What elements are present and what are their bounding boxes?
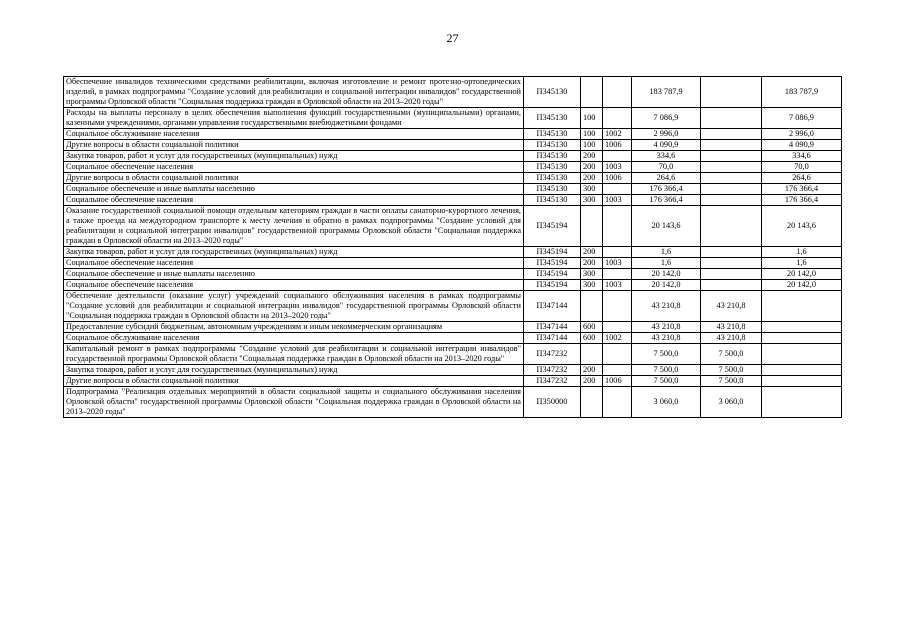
row-amount-3-cell: 4 090,9: [762, 140, 842, 151]
row-expense-type-cell: 300: [581, 195, 603, 206]
row-amount-3-cell: 176 366,4: [762, 195, 842, 206]
row-code-cell: П345130: [524, 173, 581, 184]
row-expense-type-cell: 300: [581, 269, 603, 280]
row-name-cell: Закупка товаров, работ и услуг для государственных (муниципальных) нужд: [64, 247, 524, 258]
row-code-cell: П345194: [524, 206, 581, 247]
row-amount-2-cell: [701, 77, 762, 108]
row-amount-2-cell: 3 060,0: [701, 387, 762, 418]
row-total-cell: 43 210,8: [632, 322, 701, 333]
table-row: [64, 291, 842, 322]
table-row: [64, 258, 842, 269]
row-section-cell: [603, 77, 632, 108]
row-name-cell: Закупка товаров, работ и услуг для государственных (муниципальных) нужд: [64, 365, 524, 376]
table-row: [64, 184, 842, 195]
row-total-cell: 7 500,0: [632, 365, 701, 376]
table-row: [64, 376, 842, 387]
row-section-cell: 1002: [603, 333, 632, 344]
row-expense-type-cell: 200: [581, 365, 603, 376]
row-expense-type-cell: [581, 344, 603, 365]
row-code-cell: П347232: [524, 344, 581, 365]
row-amount-2-cell: 43 210,8: [701, 291, 762, 322]
row-section-cell: [603, 291, 632, 322]
row-name-cell: Обеспечение инвалидов техническими средствами реабилитации, включая изготовление и ремонт протезно-ортопедических изделий, в рамках подпрограммы "Создание условий для реабилитации и социальной интеграции инвалидов" государственной программы Орловской области "Социальная поддержка граждан в Орловской области на 2013–2020 годы": [64, 77, 524, 108]
row-name-cell: Другие вопросы в области социальной политики: [64, 140, 524, 151]
table-row: [64, 108, 842, 129]
row-total-cell: 7 500,0: [632, 376, 701, 387]
row-section-cell: 1003: [603, 195, 632, 206]
row-amount-2-cell: 43 210,8: [701, 333, 762, 344]
row-section-cell: [603, 247, 632, 258]
row-section-cell: [603, 387, 632, 418]
row-amount-3-cell: 70,0: [762, 162, 842, 173]
row-expense-type-cell: 200: [581, 247, 603, 258]
row-total-cell: 20 142,0: [632, 280, 701, 291]
row-expense-type-cell: [581, 291, 603, 322]
row-expense-type-cell: 100: [581, 108, 603, 129]
row-total-cell: 4 090,9: [632, 140, 701, 151]
table-row: [64, 77, 842, 108]
table-row: [64, 151, 842, 162]
row-expense-type-cell: 200: [581, 258, 603, 269]
row-amount-3-cell: 1,6: [762, 258, 842, 269]
row-amount-2-cell: [701, 184, 762, 195]
row-amount-3-cell: [762, 322, 842, 333]
row-expense-type-cell: 300: [581, 184, 603, 195]
row-amount-3-cell: [762, 333, 842, 344]
row-section-cell: 1003: [603, 280, 632, 291]
row-amount-2-cell: 7 500,0: [701, 365, 762, 376]
row-expense-type-cell: 200: [581, 162, 603, 173]
row-code-cell: П345130: [524, 77, 581, 108]
row-expense-type-cell: 200: [581, 173, 603, 184]
row-amount-2-cell: [701, 247, 762, 258]
row-name-cell: Оказание государственной социальной помощи отдельным категориям граждан в части оплаты санаторно-курортного лечения, а также проезда на междугородном транспорте к месту лечения и обратно в рамках подпрограммы "Создание условий для реабилитации и социальной интеграции инвалидов" государственной программы Орловской области "Социальная поддержка граждан в Орловской области на 2013–2020 годы": [64, 206, 524, 247]
table-row: [64, 344, 842, 365]
row-section-cell: [603, 184, 632, 195]
row-code-cell: П345130: [524, 140, 581, 151]
row-amount-3-cell: [762, 344, 842, 365]
table-row: [64, 333, 842, 344]
row-name-cell: Социальное обеспечение населения: [64, 280, 524, 291]
row-expense-type-cell: [581, 387, 603, 418]
row-amount-2-cell: [701, 195, 762, 206]
table-row: [64, 322, 842, 333]
row-amount-3-cell: 2 996,0: [762, 129, 842, 140]
row-name-cell: Капитальный ремонт в рамках подпрограммы "Создание условий для реабилитации и социальной интеграции инвалидов" государственной программы Орловской области "Социальная поддержка граждан в Орловской области на 2013–2020 годы": [64, 344, 524, 365]
row-total-cell: 3 060,0: [632, 387, 701, 418]
row-amount-2-cell: 7 500,0: [701, 344, 762, 365]
row-total-cell: 264,6: [632, 173, 701, 184]
row-name-cell: Подпрограмма "Реализация отдельных мероприятий в области социальной защиты и социального обслуживания населения Орловской области" государственной программы Орловской области "Социальная поддержка граждан в Орловской области на 2013–2020 годы": [64, 387, 524, 418]
row-expense-type-cell: 100: [581, 129, 603, 140]
row-amount-2-cell: [701, 151, 762, 162]
row-amount-2-cell: [701, 269, 762, 280]
row-total-cell: 70,0: [632, 162, 701, 173]
row-name-cell: Другие вопросы в области социальной политики: [64, 173, 524, 184]
row-amount-3-cell: 20 142,0: [762, 269, 842, 280]
row-amount-2-cell: [701, 173, 762, 184]
row-amount-2-cell: 7 500,0: [701, 376, 762, 387]
row-code-cell: П347144: [524, 322, 581, 333]
row-total-cell: 20 143,6: [632, 206, 701, 247]
table-row: [64, 129, 842, 140]
row-section-cell: [603, 108, 632, 129]
row-total-cell: 20 142,0: [632, 269, 701, 280]
row-name-cell: Социальное обслуживание населения: [64, 333, 524, 344]
row-name-cell: Социальное обеспечение и иные выплаты населению: [64, 184, 524, 195]
table-row: [64, 280, 842, 291]
row-amount-2-cell: [701, 140, 762, 151]
row-code-cell: П345194: [524, 269, 581, 280]
row-amount-2-cell: 43 210,8: [701, 322, 762, 333]
table-row: [64, 162, 842, 173]
row-amount-2-cell: [701, 280, 762, 291]
row-name-cell: Социальное обеспечение населения: [64, 195, 524, 206]
row-expense-type-cell: 200: [581, 151, 603, 162]
row-amount-3-cell: [762, 365, 842, 376]
row-name-cell: Закупка товаров, работ и услуг для государственных (муниципальных) нужд: [64, 151, 524, 162]
row-name-cell: Социальное обеспечение и иные выплаты населению: [64, 269, 524, 280]
row-code-cell: П347232: [524, 376, 581, 387]
row-code-cell: П347144: [524, 291, 581, 322]
row-amount-2-cell: [701, 162, 762, 173]
row-total-cell: 183 787,9: [632, 77, 701, 108]
budget-table: [63, 76, 842, 418]
row-code-cell: П347232: [524, 365, 581, 376]
row-amount-3-cell: 1,6: [762, 247, 842, 258]
table-row: [64, 387, 842, 418]
row-amount-3-cell: 183 787,9: [762, 77, 842, 108]
row-code-cell: П345130: [524, 162, 581, 173]
row-code-cell: П350000: [524, 387, 581, 418]
row-section-cell: 1006: [603, 140, 632, 151]
row-name-cell: Социальное обслуживание населения: [64, 129, 524, 140]
row-amount-3-cell: 7 086,9: [762, 108, 842, 129]
row-total-cell: 1,6: [632, 247, 701, 258]
table-row: [64, 269, 842, 280]
table-row: [64, 247, 842, 258]
row-section-cell: [603, 206, 632, 247]
row-amount-3-cell: 264,6: [762, 173, 842, 184]
row-expense-type-cell: 200: [581, 376, 603, 387]
row-name-cell: Расходы на выплаты персоналу в целях обеспечения выполнения функций государственными (муниципальными) органами, казенными учреждениями, органами управления государственными внебюджетными фондами: [64, 108, 524, 129]
row-amount-3-cell: 20 143,6: [762, 206, 842, 247]
row-section-cell: 1006: [603, 376, 632, 387]
row-total-cell: 7 500,0: [632, 344, 701, 365]
row-expense-type-cell: [581, 206, 603, 247]
row-amount-3-cell: [762, 376, 842, 387]
row-section-cell: [603, 269, 632, 280]
row-section-cell: [603, 322, 632, 333]
page-number: 27: [446, 31, 459, 45]
table-row: [64, 173, 842, 184]
row-name-cell: Другие вопросы в области социальной политики: [64, 376, 524, 387]
row-name-cell: Социальное обеспечение населения: [64, 162, 524, 173]
row-code-cell: П345194: [524, 258, 581, 269]
row-section-cell: 1006: [603, 173, 632, 184]
row-amount-2-cell: [701, 129, 762, 140]
row-total-cell: 7 086,9: [632, 108, 701, 129]
row-section-cell: [603, 365, 632, 376]
row-code-cell: П345194: [524, 280, 581, 291]
row-code-cell: П345194: [524, 247, 581, 258]
row-section-cell: 1003: [603, 162, 632, 173]
row-amount-3-cell: [762, 291, 842, 322]
row-section-cell: [603, 344, 632, 365]
row-amount-2-cell: [701, 258, 762, 269]
row-amount-3-cell: [762, 387, 842, 418]
row-total-cell: 43 210,8: [632, 333, 701, 344]
row-expense-type-cell: 300: [581, 280, 603, 291]
row-total-cell: 1,6: [632, 258, 701, 269]
table-row: [64, 195, 842, 206]
budget-table-body: [64, 77, 842, 418]
row-expense-type-cell: 600: [581, 322, 603, 333]
row-amount-3-cell: 20 142,0: [762, 280, 842, 291]
row-section-cell: 1002: [603, 129, 632, 140]
row-name-cell: Социальное обеспечение населения: [64, 258, 524, 269]
row-code-cell: П345130: [524, 151, 581, 162]
row-code-cell: П345130: [524, 129, 581, 140]
row-expense-type-cell: 600: [581, 333, 603, 344]
row-total-cell: 2 996,0: [632, 129, 701, 140]
row-expense-type-cell: 100: [581, 140, 603, 151]
row-section-cell: 1003: [603, 258, 632, 269]
row-expense-type-cell: [581, 77, 603, 108]
row-section-cell: [603, 151, 632, 162]
row-name-cell: Обеспечение деятельности (оказание услуг) учреждений социального обслуживания населения в рамках подпрограммы "Создание условий для реабилитации и социальной интеграции инвалидов" государственной программы Орловской области "Социальная поддержка граждан в Орловской области на 2013–2020 годы": [64, 291, 524, 322]
row-code-cell: П345130: [524, 108, 581, 129]
row-code-cell: П345130: [524, 195, 581, 206]
row-amount-3-cell: 334,6: [762, 151, 842, 162]
table-row: [64, 140, 842, 151]
row-total-cell: 176 366,4: [632, 184, 701, 195]
row-name-cell: Предоставление субсидий бюджетным, автономным учреждениям и иным некоммерческим организациям: [64, 322, 524, 333]
row-amount-3-cell: 176 366,4: [762, 184, 842, 195]
row-amount-2-cell: [701, 108, 762, 129]
table-row: [64, 365, 842, 376]
row-total-cell: 43 210,8: [632, 291, 701, 322]
row-code-cell: П347144: [524, 333, 581, 344]
row-code-cell: П345130: [524, 184, 581, 195]
row-total-cell: 334,6: [632, 151, 701, 162]
table-row: [64, 206, 842, 247]
row-amount-2-cell: [701, 206, 762, 247]
row-total-cell: 176 366,4: [632, 195, 701, 206]
